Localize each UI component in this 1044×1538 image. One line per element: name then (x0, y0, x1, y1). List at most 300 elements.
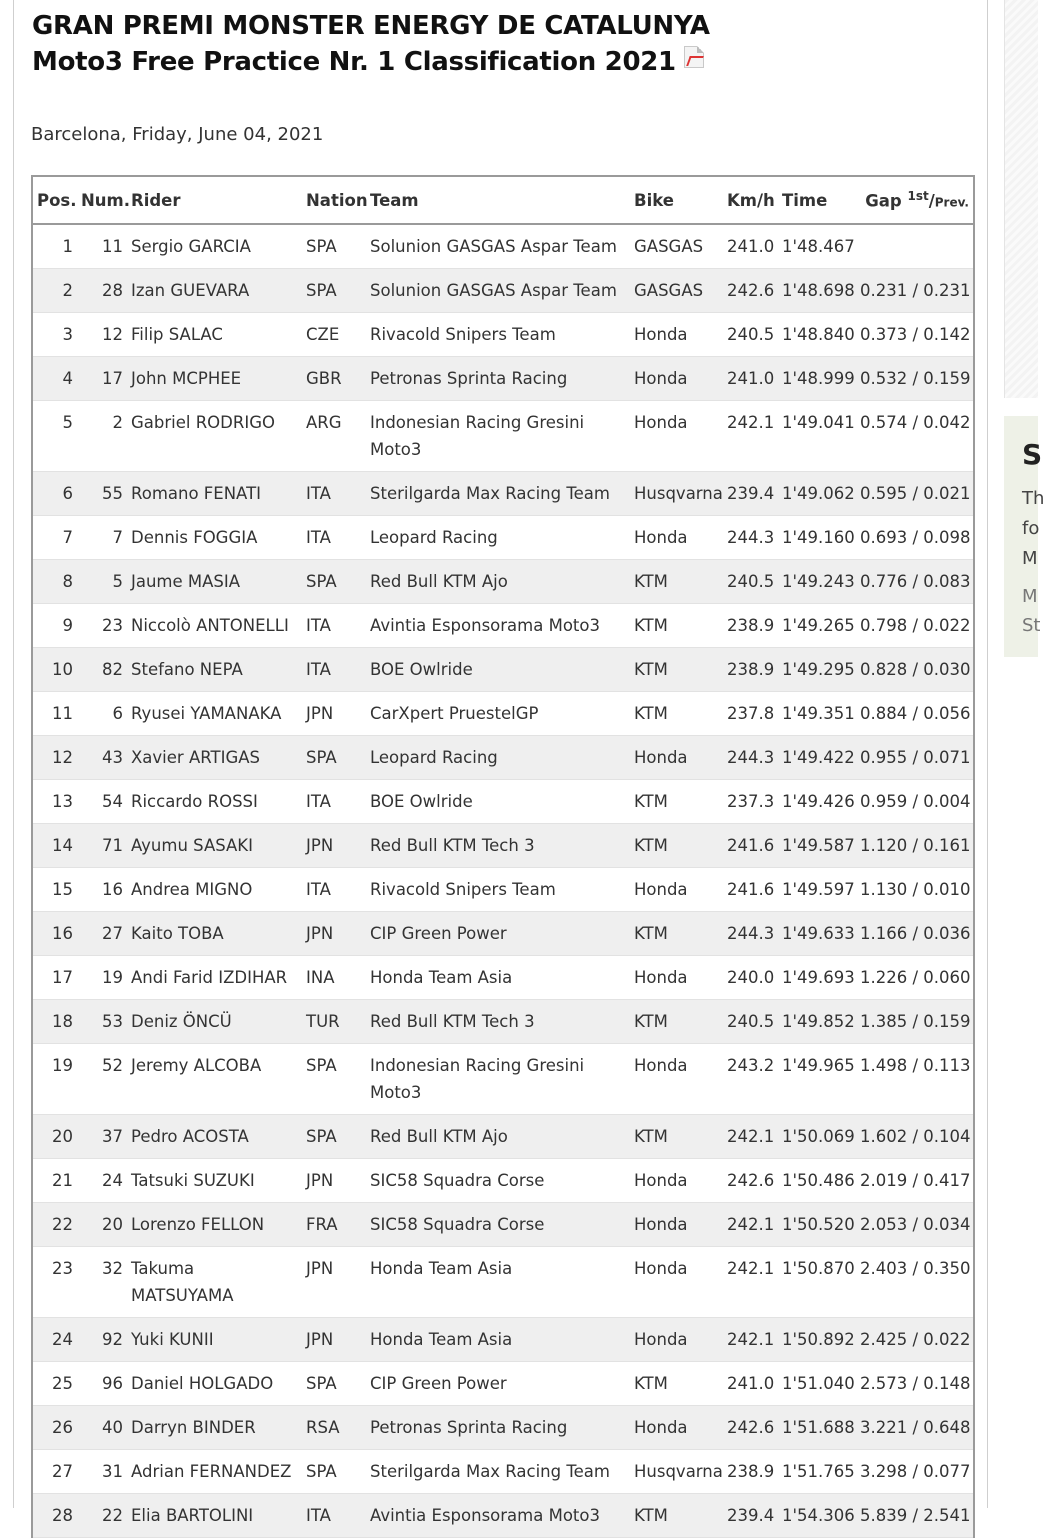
row-kmh: 242.6 (723, 269, 778, 313)
row-kmh: 238.9 (723, 604, 778, 648)
session-title-text: Moto3 Free Practice Nr. 1 Classification 2021 (32, 47, 676, 77)
row-kmh: 244.3 (723, 516, 778, 560)
row-time: 1'49.422 (778, 736, 856, 780)
row-time: 1'51.765 (778, 1450, 856, 1494)
table-row[interactable] (32, 1318, 974, 1362)
row-kmh: 240.5 (723, 1000, 778, 1044)
row-pos: 22 (32, 1203, 77, 1247)
row-team: Honda Team Asia (366, 1247, 630, 1318)
row-pos: 5 (32, 401, 77, 472)
row-time: 1'50.870 (778, 1247, 856, 1318)
row-pos: 2 (32, 269, 77, 313)
row-rider: Dennis FOGGIA (127, 516, 302, 560)
row-rider: Riccardo ROSSI (127, 780, 302, 824)
row-nation: INA (302, 956, 366, 1000)
table-row[interactable] (32, 313, 974, 357)
row-rider: John MCPHEE (127, 357, 302, 401)
row-rider: Yuki KUNII (127, 1318, 302, 1362)
header-gap-first (907, 189, 928, 203)
row-nation: JPN (302, 912, 366, 956)
table-row[interactable] (32, 824, 974, 868)
row-gap: 0.884 / 0.056 (856, 692, 974, 736)
table-row[interactable] (32, 1406, 974, 1450)
row-gap: 0.693 / 0.098 (856, 516, 974, 560)
row-gap: 2.573 / 0.148 (856, 1362, 974, 1406)
row-time: 1'49.160 (778, 516, 856, 560)
row-bike: KTM (630, 912, 723, 956)
row-nation: FRA (302, 1203, 366, 1247)
row-bike: Honda (630, 868, 723, 912)
sidebar-card-line: Th (1022, 488, 1044, 509)
row-bike: GASGAS (630, 224, 723, 269)
row-gap: 5.839 / 2.541 (856, 1494, 974, 1538)
row-nation: SPA (302, 1044, 366, 1115)
row-bike: Honda (630, 1044, 723, 1115)
table-row[interactable] (32, 516, 974, 560)
row-num: 92 (77, 1318, 127, 1362)
row-kmh: 242.1 (723, 1203, 778, 1247)
table-row[interactable] (32, 1362, 974, 1406)
row-kmh: 239.4 (723, 1494, 778, 1538)
row-team: Red Bull KTM Ajo (366, 1115, 630, 1159)
row-team: SIC58 Squadra Corse (366, 1203, 630, 1247)
row-team: Leopard Racing (366, 736, 630, 780)
row-num: 16 (77, 868, 127, 912)
row-rider: Stefano NEPA (127, 648, 302, 692)
row-kmh: 237.3 (723, 780, 778, 824)
row-gap: 0.532 / 0.159 (856, 357, 974, 401)
row-rider: Tatsuki SUZUKI (127, 1159, 302, 1203)
row-num: 55 (77, 472, 127, 516)
row-pos: 18 (32, 1000, 77, 1044)
row-num: 53 (77, 1000, 127, 1044)
row-bike: Honda (630, 516, 723, 560)
row-bike: GASGAS (630, 269, 723, 313)
header-team: Team (366, 176, 630, 224)
row-rider: Deniz ÖNCÜ (127, 1000, 302, 1044)
row-kmh: 244.3 (723, 736, 778, 780)
row-pos: 4 (32, 357, 77, 401)
sidebar-card-meta: M (1022, 586, 1038, 607)
row-rider: Takuma MATSUYAMA (127, 1247, 302, 1318)
table-row[interactable] (32, 1000, 974, 1044)
table-row[interactable] (32, 357, 974, 401)
row-num: 32 (77, 1247, 127, 1318)
row-team: Solunion GASGAS Aspar Team (366, 224, 630, 269)
row-gap: 2.425 / 0.022 (856, 1318, 974, 1362)
row-gap: 1.166 / 0.036 (856, 912, 974, 956)
row-num: 96 (77, 1362, 127, 1406)
row-gap: 1.226 / 0.060 (856, 956, 974, 1000)
row-bike: Honda (630, 736, 723, 780)
row-nation: JPN (302, 1318, 366, 1362)
row-num: 2 (77, 401, 127, 472)
row-gap: 0.955 / 0.071 (856, 736, 974, 780)
row-pos: 1 (32, 224, 77, 269)
table-row[interactable] (32, 868, 974, 912)
row-bike: KTM (630, 824, 723, 868)
row-kmh: 241.0 (723, 224, 778, 269)
table-row[interactable] (32, 1203, 974, 1247)
row-team: Honda Team Asia (366, 1318, 630, 1362)
row-nation: ITA (302, 780, 366, 824)
row-time: 1'49.852 (778, 1000, 856, 1044)
row-nation: ITA (302, 516, 366, 560)
row-nation: SPA (302, 1362, 366, 1406)
row-kmh: 242.1 (723, 1247, 778, 1318)
row-gap (856, 224, 974, 269)
row-pos: 20 (32, 1115, 77, 1159)
table-row[interactable] (32, 780, 974, 824)
row-pos: 21 (32, 1159, 77, 1203)
row-pos: 16 (32, 912, 77, 956)
row-team: Red Bull KTM Ajo (366, 560, 630, 604)
row-kmh: 238.9 (723, 648, 778, 692)
row-nation: SPA (302, 269, 366, 313)
row-num: 19 (77, 956, 127, 1000)
row-kmh: 242.6 (723, 1159, 778, 1203)
table-header-row (32, 176, 974, 224)
row-bike: Husqvarna (630, 472, 723, 516)
row-rider: Ryusei YAMANAKA (127, 692, 302, 736)
row-bike: Honda (630, 956, 723, 1000)
row-time: 1'51.040 (778, 1362, 856, 1406)
row-nation: ITA (302, 604, 366, 648)
row-team: CarXpert PruestelGP (366, 692, 630, 736)
row-pos: 28 (32, 1494, 77, 1538)
header-gap (856, 176, 974, 224)
row-num: 82 (77, 648, 127, 692)
row-num: 37 (77, 1115, 127, 1159)
row-pos: 6 (32, 472, 77, 516)
row-team: Honda Team Asia (366, 956, 630, 1000)
row-team: Indonesian Racing Gresini Moto3 (366, 1044, 630, 1115)
row-bike: KTM (630, 1494, 723, 1538)
row-nation: JPN (302, 692, 366, 736)
row-num: 40 (77, 1406, 127, 1450)
row-nation: GBR (302, 357, 366, 401)
event-title: GRAN PREMI MONSTER ENERGY DE CATALUNYA (32, 11, 710, 41)
row-team: CIP Green Power (366, 1362, 630, 1406)
row-team: Red Bull KTM Tech 3 (366, 1000, 630, 1044)
row-pos: 9 (32, 604, 77, 648)
table-row[interactable] (32, 401, 974, 472)
row-gap: 1.130 / 0.010 (856, 868, 974, 912)
row-time: 1'49.633 (778, 912, 856, 956)
row-num: 22 (77, 1494, 127, 1538)
table-row[interactable] (32, 912, 974, 956)
row-time: 1'49.243 (778, 560, 856, 604)
classification-table (31, 175, 975, 1538)
row-team: Petronas Sprinta Racing (366, 357, 630, 401)
row-pos: 11 (32, 692, 77, 736)
table-row[interactable] (32, 1494, 974, 1538)
row-bike: KTM (630, 780, 723, 824)
row-nation: JPN (302, 1159, 366, 1203)
row-nation: SPA (302, 736, 366, 780)
row-nation: SPA (302, 1115, 366, 1159)
row-nation: ITA (302, 648, 366, 692)
header-gap-first-num: 1 (907, 189, 916, 204)
row-rider: Daniel HOLGADO (127, 1362, 302, 1406)
row-nation: ARG (302, 401, 366, 472)
row-kmh: 242.1 (723, 1115, 778, 1159)
row-rider: Elia BARTOLINI (127, 1494, 302, 1538)
row-team: Rivacold Snipers Team (366, 313, 630, 357)
sidebar-card (1004, 416, 1044, 657)
table-row[interactable] (32, 692, 974, 736)
row-kmh: 240.0 (723, 956, 778, 1000)
row-rider: Niccolò ANTONELLI (127, 604, 302, 648)
row-time: 1'49.041 (778, 401, 856, 472)
row-num: 17 (77, 357, 127, 401)
row-bike: KTM (630, 648, 723, 692)
table-row[interactable] (32, 1450, 974, 1494)
table-row[interactable] (32, 736, 974, 780)
row-time: 1'49.587 (778, 824, 856, 868)
row-team: Leopard Racing (366, 516, 630, 560)
row-bike: Honda (630, 401, 723, 472)
row-bike: Honda (630, 1247, 723, 1318)
row-bike: Honda (630, 1159, 723, 1203)
table-row[interactable] (32, 472, 974, 516)
row-rider: Ayumu SASAKI (127, 824, 302, 868)
table-row[interactable] (32, 1044, 974, 1115)
row-bike: KTM (630, 1000, 723, 1044)
sidebar-banner (1004, 0, 1038, 398)
row-team: CIP Green Power (366, 912, 630, 956)
row-team: Indonesian Racing Gresini Moto3 (366, 401, 630, 472)
row-gap: 0.828 / 0.030 (856, 648, 974, 692)
header-gap-sep: / (928, 191, 935, 211)
row-rider: Jeremy ALCOBA (127, 1044, 302, 1115)
row-num: 6 (77, 692, 127, 736)
row-pos: 15 (32, 868, 77, 912)
row-gap: 1.602 / 0.104 (856, 1115, 974, 1159)
row-nation: ITA (302, 472, 366, 516)
event-date: Barcelona, Friday, June 04, 2021 (31, 124, 324, 145)
row-num: 24 (77, 1159, 127, 1203)
header-rider: Rider (127, 176, 302, 224)
row-pos: 19 (32, 1044, 77, 1115)
row-team: Solunion GASGAS Aspar Team (366, 269, 630, 313)
page-title (32, 8, 710, 80)
row-pos: 7 (32, 516, 77, 560)
row-nation: SPA (302, 560, 366, 604)
row-pos: 12 (32, 736, 77, 780)
row-rider: Gabriel RODRIGO (127, 401, 302, 472)
row-time: 1'49.265 (778, 604, 856, 648)
table-row[interactable] (32, 224, 974, 269)
row-rider: Adrian FERNANDEZ (127, 1450, 302, 1494)
row-time: 1'51.688 (778, 1406, 856, 1450)
row-pos: 14 (32, 824, 77, 868)
row-pos: 13 (32, 780, 77, 824)
row-bike: Husqvarna (630, 1450, 723, 1494)
header-bike: Bike (630, 176, 723, 224)
row-bike: KTM (630, 1362, 723, 1406)
row-num: 23 (77, 604, 127, 648)
row-kmh: 244.3 (723, 912, 778, 956)
row-time: 1'49.295 (778, 648, 856, 692)
row-rider: Lorenzo FELLON (127, 1203, 302, 1247)
row-num: 5 (77, 560, 127, 604)
row-kmh: 241.0 (723, 357, 778, 401)
row-gap: 0.798 / 0.022 (856, 604, 974, 648)
row-gap: 2.053 / 0.034 (856, 1203, 974, 1247)
row-rider: Romano FENATI (127, 472, 302, 516)
header-time: Time (778, 176, 856, 224)
row-gap: 2.403 / 0.350 (856, 1247, 974, 1318)
header-num: Num. (77, 176, 127, 224)
row-team: Avintia Esponsorama Moto3 (366, 604, 630, 648)
row-rider: Izan GUEVARA (127, 269, 302, 313)
row-time: 1'54.306 (778, 1494, 856, 1538)
row-gap: 3.298 / 0.077 (856, 1450, 974, 1494)
row-kmh: 237.8 (723, 692, 778, 736)
header-nation: Nation (302, 176, 366, 224)
row-team: Sterilgarda Max Racing Team (366, 1450, 630, 1494)
row-gap: 1.498 / 0.113 (856, 1044, 974, 1115)
row-gap: 3.221 / 0.648 (856, 1406, 974, 1450)
row-kmh: 238.9 (723, 1450, 778, 1494)
row-time: 1'50.069 (778, 1115, 856, 1159)
table-row[interactable] (32, 269, 974, 313)
row-num: 27 (77, 912, 127, 956)
row-num: 52 (77, 1044, 127, 1115)
row-bike: KTM (630, 1115, 723, 1159)
row-time: 1'49.597 (778, 868, 856, 912)
row-kmh: 242.6 (723, 1406, 778, 1450)
row-time: 1'48.840 (778, 313, 856, 357)
sidebar-card-line: M (1022, 548, 1038, 569)
row-team: Avintia Esponsorama Moto3 (366, 1494, 630, 1538)
table-row[interactable] (32, 560, 974, 604)
row-team: SIC58 Squadra Corse (366, 1159, 630, 1203)
sidebar-card-title: S (1022, 438, 1043, 471)
row-gap: 0.776 / 0.083 (856, 560, 974, 604)
row-time: 1'48.999 (778, 357, 856, 401)
row-pos: 24 (32, 1318, 77, 1362)
row-team: Red Bull KTM Tech 3 (366, 824, 630, 868)
row-team: Rivacold Snipers Team (366, 868, 630, 912)
header-kmh: Km/h (723, 176, 778, 224)
row-num: 43 (77, 736, 127, 780)
row-gap: 2.019 / 0.417 (856, 1159, 974, 1203)
row-pos: 8 (32, 560, 77, 604)
row-team: BOE Owlride (366, 648, 630, 692)
row-num: 20 (77, 1203, 127, 1247)
row-num: 11 (77, 224, 127, 269)
header-gap-first-suffix: st (915, 189, 929, 204)
row-bike: KTM (630, 692, 723, 736)
row-bike: Honda (630, 357, 723, 401)
row-rider: Xavier ARTIGAS (127, 736, 302, 780)
table-row[interactable] (32, 1159, 974, 1203)
row-gap: 1.385 / 0.159 (856, 1000, 974, 1044)
row-rider: Filip SALAC (127, 313, 302, 357)
row-time: 1'50.520 (778, 1203, 856, 1247)
row-pos: 3 (32, 313, 77, 357)
row-num: 7 (77, 516, 127, 560)
row-rider: Jaume MASIA (127, 560, 302, 604)
row-bike: Honda (630, 313, 723, 357)
row-kmh: 241.6 (723, 868, 778, 912)
row-time: 1'49.965 (778, 1044, 856, 1115)
row-nation: JPN (302, 824, 366, 868)
row-gap: 0.231 / 0.231 (856, 269, 974, 313)
row-kmh: 243.2 (723, 1044, 778, 1115)
row-pos: 10 (32, 648, 77, 692)
row-time: 1'49.351 (778, 692, 856, 736)
row-time: 1'48.698 (778, 269, 856, 313)
row-time: 1'48.467 (778, 224, 856, 269)
row-pos: 17 (32, 956, 77, 1000)
row-time: 1'50.486 (778, 1159, 856, 1203)
row-gap: 1.120 / 0.161 (856, 824, 974, 868)
row-kmh: 241.6 (723, 824, 778, 868)
row-pos: 26 (32, 1406, 77, 1450)
row-nation: SPA (302, 224, 366, 269)
row-gap: 0.373 / 0.142 (856, 313, 974, 357)
row-nation: TUR (302, 1000, 366, 1044)
row-nation: RSA (302, 1406, 366, 1450)
table-row[interactable] (32, 648, 974, 692)
row-team: BOE Owlride (366, 780, 630, 824)
row-bike: Honda (630, 1318, 723, 1362)
row-team: Sterilgarda Max Racing Team (366, 472, 630, 516)
row-rider: Pedro ACOSTA (127, 1115, 302, 1159)
session-title (32, 44, 710, 80)
header-gap-label: Gap (865, 191, 902, 211)
row-kmh: 240.5 (723, 313, 778, 357)
header-pos: Pos. (32, 176, 77, 224)
row-kmh: 242.1 (723, 401, 778, 472)
row-time: 1'49.062 (778, 472, 856, 516)
header-gap-prev: Prev. (934, 195, 969, 210)
row-rider: Darryn BINDER (127, 1406, 302, 1450)
table-row[interactable] (32, 1115, 974, 1159)
row-num: 12 (77, 313, 127, 357)
sidebar-card-line: fo (1022, 518, 1040, 539)
row-kmh: 242.1 (723, 1318, 778, 1362)
row-gap: 0.959 / 0.004 (856, 780, 974, 824)
row-num: 71 (77, 824, 127, 868)
table-row[interactable] (32, 604, 974, 648)
row-nation: ITA (302, 868, 366, 912)
row-time: 1'49.693 (778, 956, 856, 1000)
row-bike: KTM (630, 560, 723, 604)
row-kmh: 241.0 (723, 1362, 778, 1406)
row-nation: JPN (302, 1247, 366, 1318)
row-num: 54 (77, 780, 127, 824)
row-rider: Kaito TOBA (127, 912, 302, 956)
row-nation: ITA (302, 1494, 366, 1538)
row-bike: Honda (630, 1203, 723, 1247)
pdf-icon[interactable] (684, 46, 704, 68)
row-time: 1'49.426 (778, 780, 856, 824)
row-rider: Andrea MIGNO (127, 868, 302, 912)
row-kmh: 240.5 (723, 560, 778, 604)
table-row[interactable] (32, 1247, 974, 1318)
row-gap: 0.574 / 0.042 (856, 401, 974, 472)
row-rider: Andi Farid IZDIHAR (127, 956, 302, 1000)
table-row[interactable] (32, 956, 974, 1000)
row-rider: Sergio GARCIA (127, 224, 302, 269)
sidebar-card-meta: St (1022, 615, 1041, 636)
row-pos: 23 (32, 1247, 77, 1318)
row-bike: Honda (630, 1406, 723, 1450)
